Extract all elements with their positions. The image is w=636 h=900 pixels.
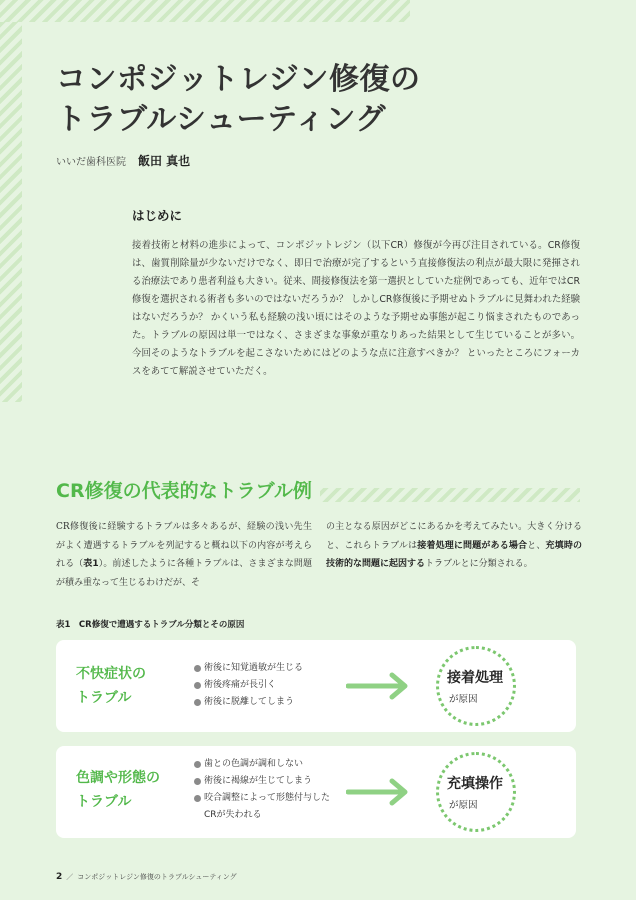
right-text-1: の主となる原因がどこにあるかを考えてみたい。大きく分けると、これらトラブルは <box>326 522 582 551</box>
running-title: コンポジットレジン修復のトラブルシューティング <box>77 873 237 881</box>
right-arrow-icon <box>346 671 412 701</box>
author-block <box>56 152 190 169</box>
author-name: 飯田 真也 <box>138 154 191 168</box>
trouble-title-line1: 色調や形態の <box>76 770 160 786</box>
author-affiliation: いいだ歯科医院 <box>56 157 126 168</box>
trouble-card-discomfort <box>56 640 576 732</box>
body-column-left <box>56 518 312 592</box>
cause-label: 接着処理 <box>447 670 503 686</box>
right-text-2: と、 <box>527 540 546 551</box>
bullet-icon <box>194 778 201 785</box>
symptom-list <box>194 756 330 824</box>
symptom-text: CRが失われる <box>204 810 262 820</box>
body-column-right <box>326 518 582 574</box>
list-item <box>194 790 330 807</box>
article-title-line1: コンポジットレジン修復の <box>56 62 421 97</box>
trouble-card-title <box>76 662 146 710</box>
right-text-3: トラブルとに分類される。 <box>425 559 533 569</box>
symptom-text: 術後に脱離してしまう <box>204 697 295 707</box>
cause-badge <box>436 752 516 832</box>
right-arrow-icon <box>346 777 412 807</box>
list-item-continuation <box>194 807 330 824</box>
list-item <box>194 660 303 677</box>
symptom-text: 術後に知覚過敏が生じる <box>204 663 304 673</box>
table-reference: 表1 <box>83 559 99 569</box>
bullet-icon <box>194 665 201 672</box>
article-title <box>56 60 556 140</box>
list-item <box>194 756 330 773</box>
intro-body: 接着技術と材料の進歩によって、コンポジットレジン（以下CR）修復が今再び注目されている。CR修復は、歯質削除量が少ないだけでなく、即日で治療が完了するという直接修復法の利点が最大限に発揮される治療法であり患者利益も大きい。従来、間接修復法を第一選択としていた症例であっても、近年ではCR修復を選択される術者も多いのではないだろうか？ しかしCR修復後に予期せぬトラブルに見舞われた経験はないだろうか？ かくいう私も経験の浅い頃にはそのような予期せぬ事態が起こり悩まされたものであった。トラブルの原因は単一ではなく、さまざまな事象が重なりあった結果として生じていることが多い。今回そのようなトラブルを起こさないためにはどのような点に注意すべきか？ といったところにフォーカスをあてて解説させていただく。 <box>132 240 580 377</box>
trouble-title-line1: 不快症状の <box>76 666 146 682</box>
article-title-line2: トラブルシューティング <box>56 102 386 137</box>
trouble-title-line2: トラブル <box>76 690 132 706</box>
list-item <box>194 677 303 694</box>
symptom-text: 術後に褐線が生じてしまう <box>204 776 313 786</box>
left-text-2: ）。前述したように各種トラブルは、さまざまな問題が積み重なって生じるわけだが、そ <box>56 559 312 588</box>
trouble-card-title <box>76 766 160 814</box>
cause-suffix: が原因 <box>449 694 478 705</box>
decorative-stripe-top <box>0 0 410 22</box>
bullet-icon <box>194 761 201 768</box>
symptom-text: 歯との色調が調和しない <box>204 759 304 769</box>
table-caption: 表1 CR修復で遭遇するトラブル分類とその原因 <box>56 620 245 630</box>
right-bold-1: 接着処理に問題がある場合 <box>417 540 528 551</box>
footer-separator: ／ <box>66 873 74 881</box>
symptom-text: 咬合調整によって形態付与した <box>204 793 331 803</box>
trouble-card-color-shape <box>56 746 576 838</box>
right-bold-2: 充填時の技術的な問題に起因する <box>326 540 582 569</box>
bullet-icon <box>194 795 201 802</box>
symptom-text: 術後疼痛が長引く <box>204 680 277 690</box>
page-number: 2 <box>56 872 63 882</box>
cause-label: 充填操作 <box>447 776 503 792</box>
bullet-icon <box>194 682 201 689</box>
cause-badge <box>436 646 516 726</box>
left-text-1: CR修復後に経験するトラブルは多々あるが、経験の浅い先生がよく遭遇するトラブルを列記すると概ね以下の内容が考えられる（ <box>56 522 312 569</box>
page-footer <box>56 872 237 882</box>
intro-heading: はじめに <box>132 208 183 223</box>
list-item <box>194 773 330 790</box>
list-item <box>194 694 303 711</box>
section-heading: CR修復の代表的なトラブル例 <box>56 476 320 503</box>
trouble-title-line2: トラブル <box>76 794 132 810</box>
cause-suffix: が原因 <box>449 800 478 811</box>
symptom-list <box>194 660 303 711</box>
decorative-stripe-left <box>0 22 22 402</box>
bullet-icon <box>194 699 201 706</box>
